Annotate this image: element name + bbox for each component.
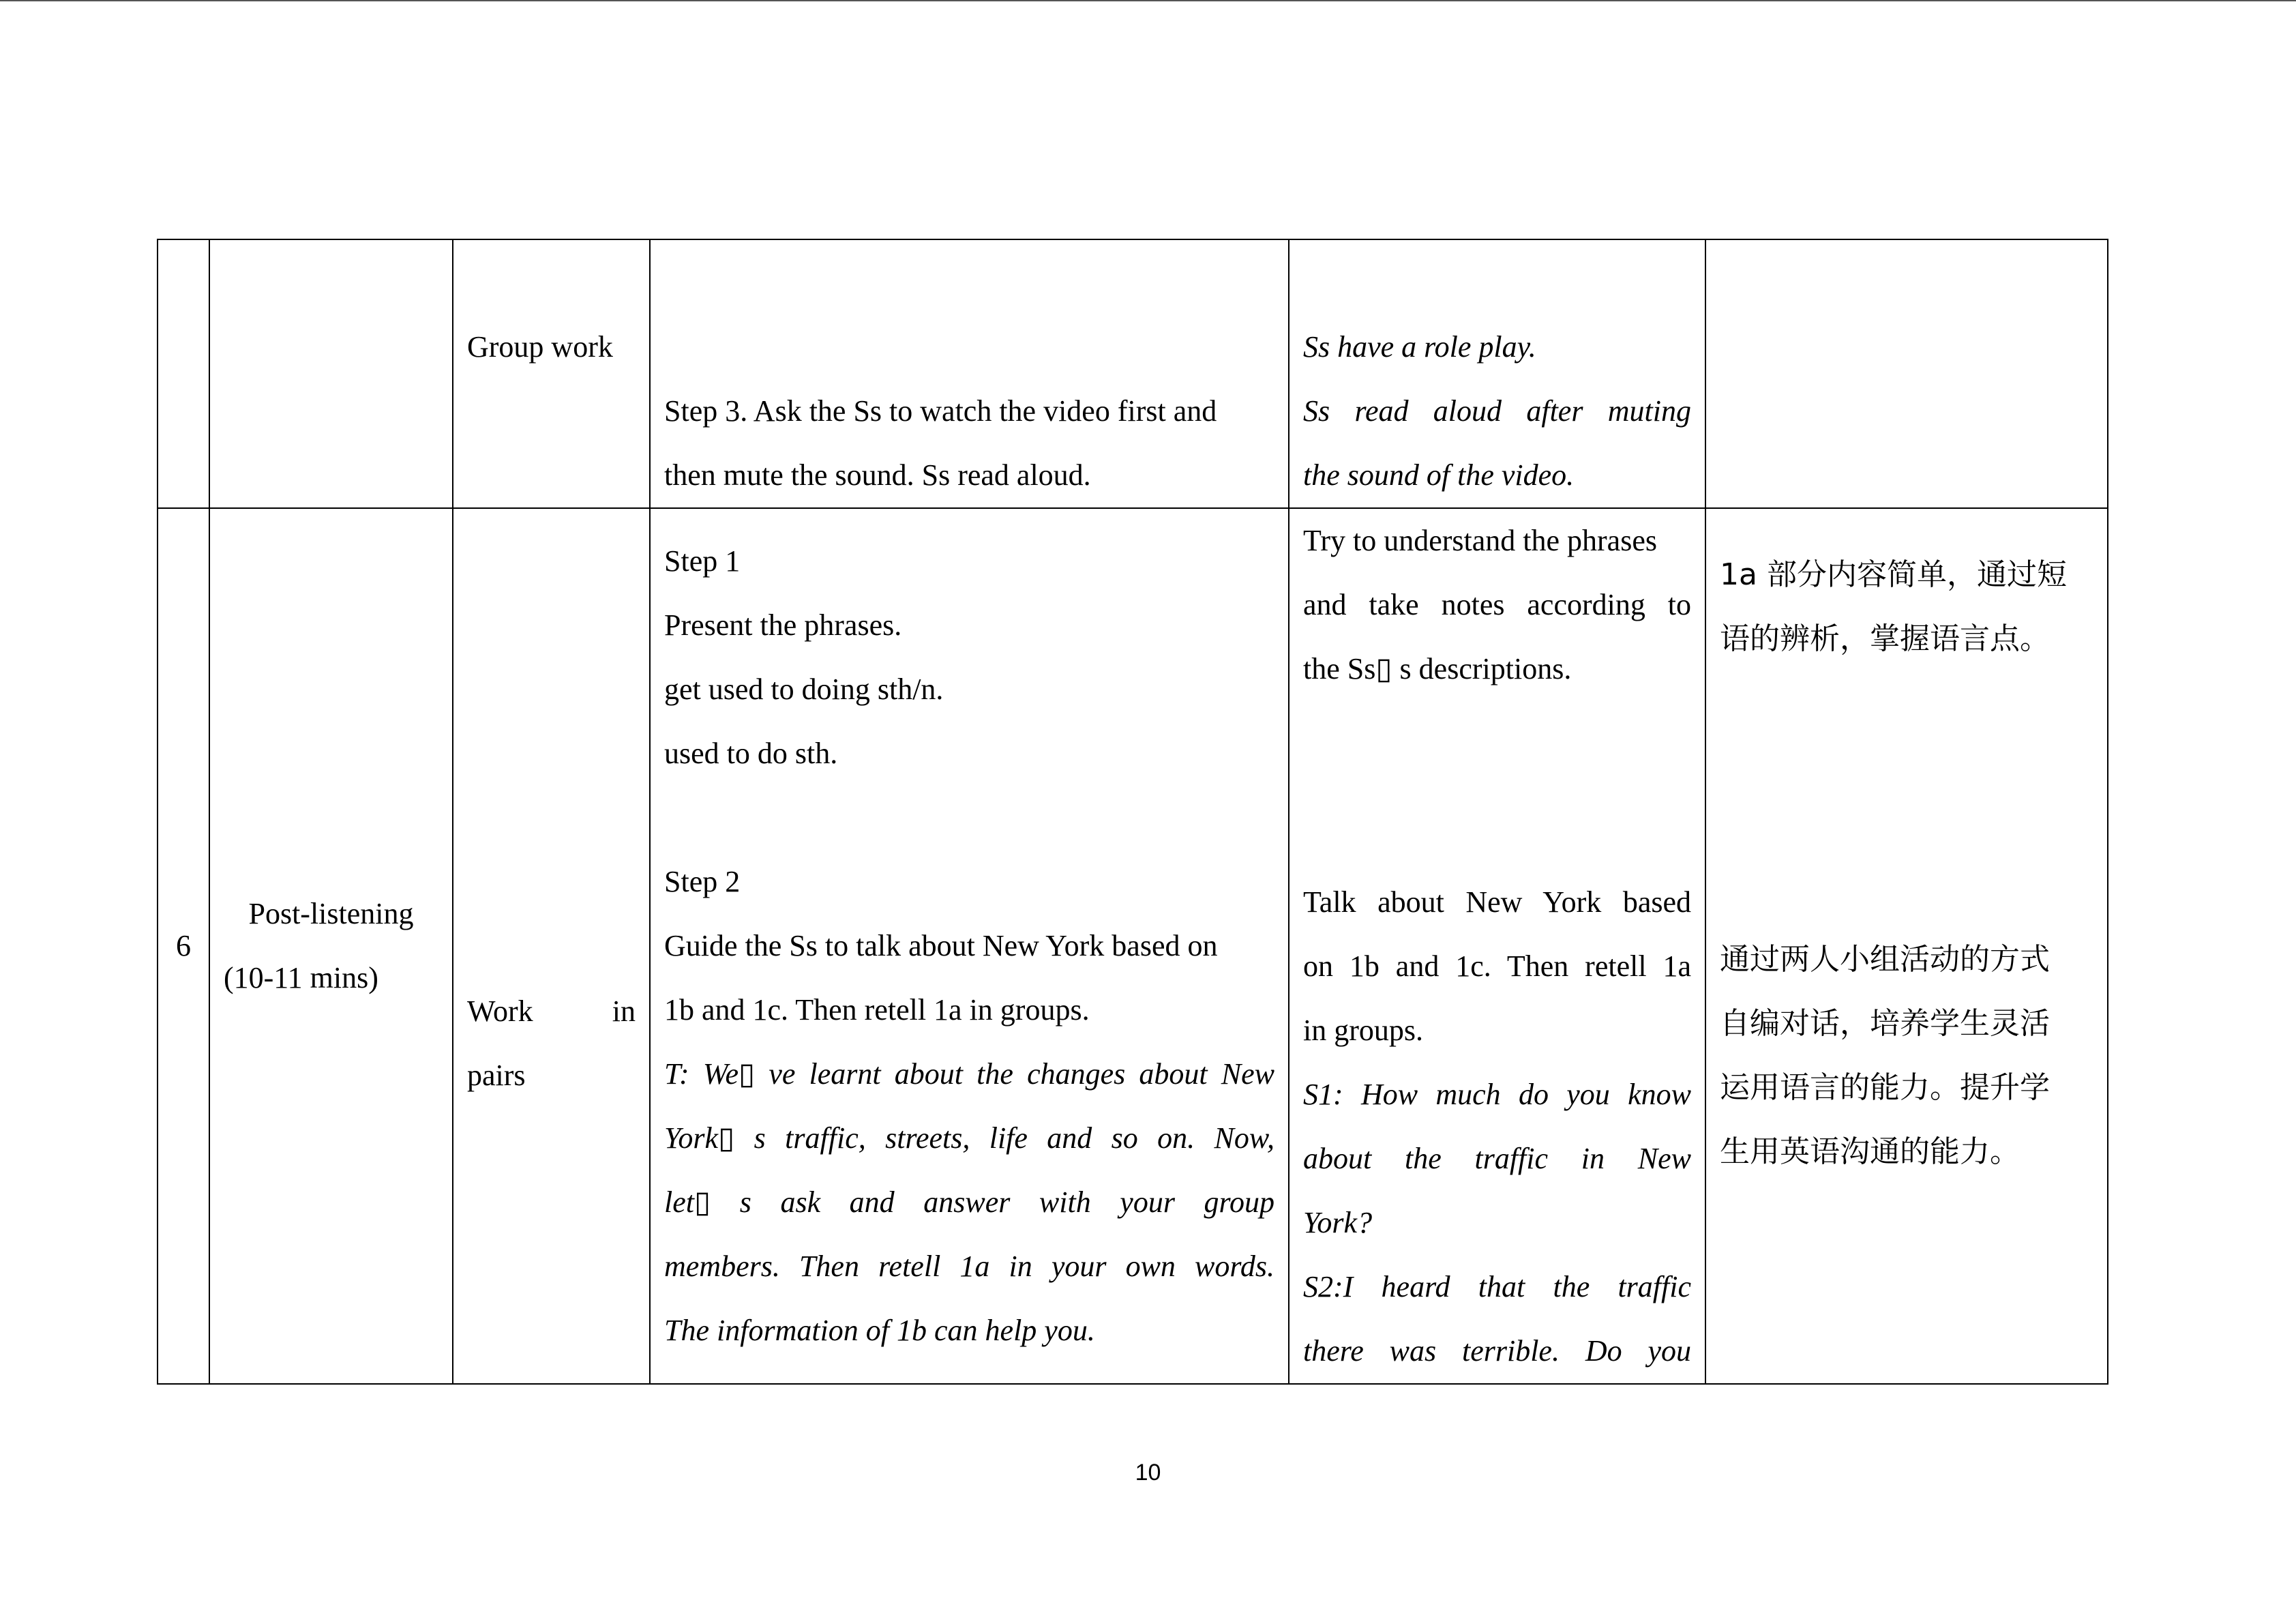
student-dialog-line: about the traffic in New bbox=[1303, 1142, 1691, 1175]
cell-purpose-empty bbox=[1705, 239, 2108, 508]
cell-purpose bbox=[1705, 508, 2108, 1384]
purpose-line: 自编对话，培养学生灵活 bbox=[1720, 1006, 2050, 1041]
student-line: and take notes according to bbox=[1303, 588, 1691, 621]
spacer bbox=[664, 786, 1274, 850]
method-text: Group work bbox=[467, 330, 613, 364]
purpose-line: 通过两人小组活动的方式 bbox=[1720, 942, 2050, 977]
student-dialog-line: S2:I heard that the traffic bbox=[1303, 1270, 1691, 1303]
cell-method bbox=[453, 239, 650, 508]
stage-duration: (10-11 mins) bbox=[224, 961, 378, 994]
spacer bbox=[1303, 701, 1691, 870]
cell-stage-empty bbox=[209, 239, 453, 508]
table-row-continued bbox=[158, 239, 2108, 508]
student-dialog-line: S1: How much do you know bbox=[1303, 1078, 1691, 1111]
method-line: Work in bbox=[467, 994, 636, 1028]
teacher-line: Present the phrases. bbox=[664, 608, 902, 642]
teacher-dialog-line: T: We▯ ve learnt about the changes about New bbox=[664, 1057, 1274, 1091]
cell-method bbox=[453, 508, 650, 1384]
method-line: pairs bbox=[467, 1059, 526, 1092]
student-line: Talk about New York based bbox=[1303, 885, 1691, 919]
cell-number-empty bbox=[158, 239, 209, 508]
teacher-dialog-line: let▯ s ask and answer with your group bbox=[664, 1185, 1274, 1219]
purpose-line: 生用英语沟通的能力。 bbox=[1720, 1134, 2020, 1169]
student-line: on 1b and 1c. Then retell 1a bbox=[1303, 949, 1691, 983]
student-line: Try to understand the phrases bbox=[1303, 524, 1657, 557]
student-line: in groups. bbox=[1303, 1014, 1423, 1047]
purpose-line: 运用语言的能力。提升学 bbox=[1720, 1070, 2050, 1105]
purpose-line: 语的辨析，掌握语言点。 bbox=[1720, 621, 2050, 656]
cell-student-activity bbox=[1289, 508, 1705, 1384]
stage-name: Post-listening bbox=[248, 897, 414, 930]
teacher-step2-title: Step 2 bbox=[664, 865, 741, 898]
cell-teacher-activity bbox=[650, 508, 1289, 1384]
teacher-step1-title: Step 1 bbox=[664, 544, 741, 578]
teacher-line: then mute the sound. Ss read aloud. bbox=[664, 458, 1091, 492]
teacher-dialog-line: The information of 1b can help you. bbox=[664, 1314, 1095, 1347]
cell-teacher-activity bbox=[650, 239, 1289, 508]
teacher-line: Step 3. Ask the Ss to watch the video first and bbox=[664, 394, 1217, 428]
teacher-dialog-line: York▯ s traffic, streets, life and so on. Now, bbox=[664, 1121, 1274, 1155]
cell-step-number bbox=[158, 508, 209, 1384]
lesson-plan-table bbox=[157, 239, 2108, 1385]
student-line: the sound of the video. bbox=[1303, 458, 1575, 492]
step-number: 6 bbox=[176, 929, 191, 962]
cell-stage bbox=[209, 508, 453, 1384]
teacher-line: 1b and 1c. Then retell 1a in groups. bbox=[664, 993, 1090, 1027]
purpose-line: 1a 部分内容简单，通过短 bbox=[1720, 557, 2067, 592]
page-number: 10 bbox=[1135, 1460, 1161, 1486]
student-line: Ss have a role play. bbox=[1303, 330, 1536, 364]
student-dialog-line: there was terrible. Do you bbox=[1303, 1334, 1691, 1368]
student-line: Ss read aloud after muting bbox=[1303, 394, 1691, 428]
student-dialog-line: York? bbox=[1303, 1206, 1373, 1239]
student-line: the Ss▯ s descriptions. bbox=[1303, 652, 1572, 685]
teacher-line: used to do sth. bbox=[664, 737, 838, 770]
teacher-line: Guide the Ss to talk about New York based on bbox=[664, 929, 1218, 962]
table-row-6 bbox=[158, 508, 2108, 1384]
teacher-dialog-line: members. Then retell 1a in your own words. bbox=[664, 1250, 1274, 1283]
teacher-line: get used to doing sth/n. bbox=[664, 673, 944, 706]
spacer bbox=[1720, 671, 2093, 928]
cell-student-activity bbox=[1289, 239, 1705, 508]
top-border-line bbox=[0, 0, 2296, 1]
